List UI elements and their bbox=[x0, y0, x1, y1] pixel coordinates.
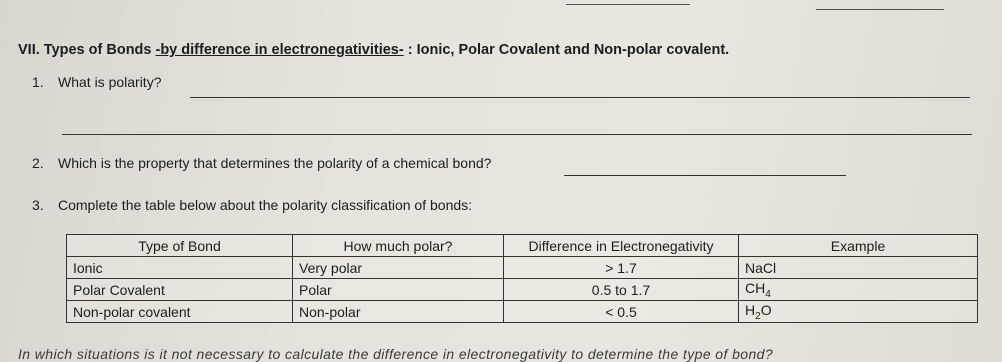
question-number: 2. bbox=[32, 155, 44, 171]
question-number: 3. bbox=[32, 197, 44, 213]
cell-bond-type: Polar Covalent bbox=[67, 279, 293, 301]
cell-example: $H_2O$ bbox=[739, 301, 978, 323]
header-example: Example bbox=[739, 235, 978, 257]
cell-difference: > 1.7 bbox=[504, 257, 739, 279]
header-type-of-bond: Type of Bond bbox=[67, 235, 293, 257]
heading-underlined: -by difference in electronegativities- bbox=[155, 42, 404, 58]
top-rule-right bbox=[816, 9, 944, 10]
cell-difference: 0.5 to 1.7 bbox=[504, 279, 739, 301]
cell-polarity: Non-polar bbox=[293, 301, 504, 323]
question-text: Complete the table below about the polarity classification of bonds: bbox=[58, 197, 473, 213]
header-electronegativity-difference: Difference in Electronegativity bbox=[504, 235, 739, 257]
cell-polarity: Very polar bbox=[293, 257, 504, 279]
cell-polarity: Polar bbox=[293, 279, 504, 301]
question-3 bbox=[32, 197, 472, 213]
table-row bbox=[67, 279, 978, 301]
table-header-row bbox=[67, 235, 978, 257]
next-question-cutoff: In which situations is it not necessary to calculate the difference in electronegativity to determine the type of bond? bbox=[18, 346, 774, 362]
table-row bbox=[67, 301, 978, 323]
top-rule-left bbox=[566, 4, 690, 5]
table-row bbox=[67, 257, 978, 279]
answer-line-2[interactable] bbox=[564, 175, 846, 176]
cell-difference: < 0.5 bbox=[504, 301, 739, 323]
answer-line-1a[interactable] bbox=[190, 97, 970, 98]
cell-bond-type: Ionic bbox=[67, 257, 293, 279]
question-1 bbox=[32, 74, 161, 90]
cell-example: NaCl bbox=[739, 257, 978, 279]
question-2 bbox=[32, 155, 491, 171]
heading-prefix: VII. Types of Bonds bbox=[18, 42, 156, 58]
question-text: Which is the property that determines the polarity of a chemical bond? bbox=[58, 155, 492, 171]
header-how-much-polar: How much polar? bbox=[293, 235, 504, 257]
bond-polarity-table bbox=[66, 234, 978, 323]
question-number: 1. bbox=[32, 74, 44, 90]
section-heading bbox=[18, 42, 729, 58]
question-text: What is polarity? bbox=[58, 74, 162, 90]
cell-bond-type: Non-polar covalent bbox=[67, 301, 293, 323]
cell-example: $CH_4$ bbox=[739, 279, 978, 301]
answer-line-1b[interactable] bbox=[62, 134, 972, 135]
heading-suffix: : Ionic, Polar Covalent and Non-polar covalent. bbox=[403, 42, 730, 58]
